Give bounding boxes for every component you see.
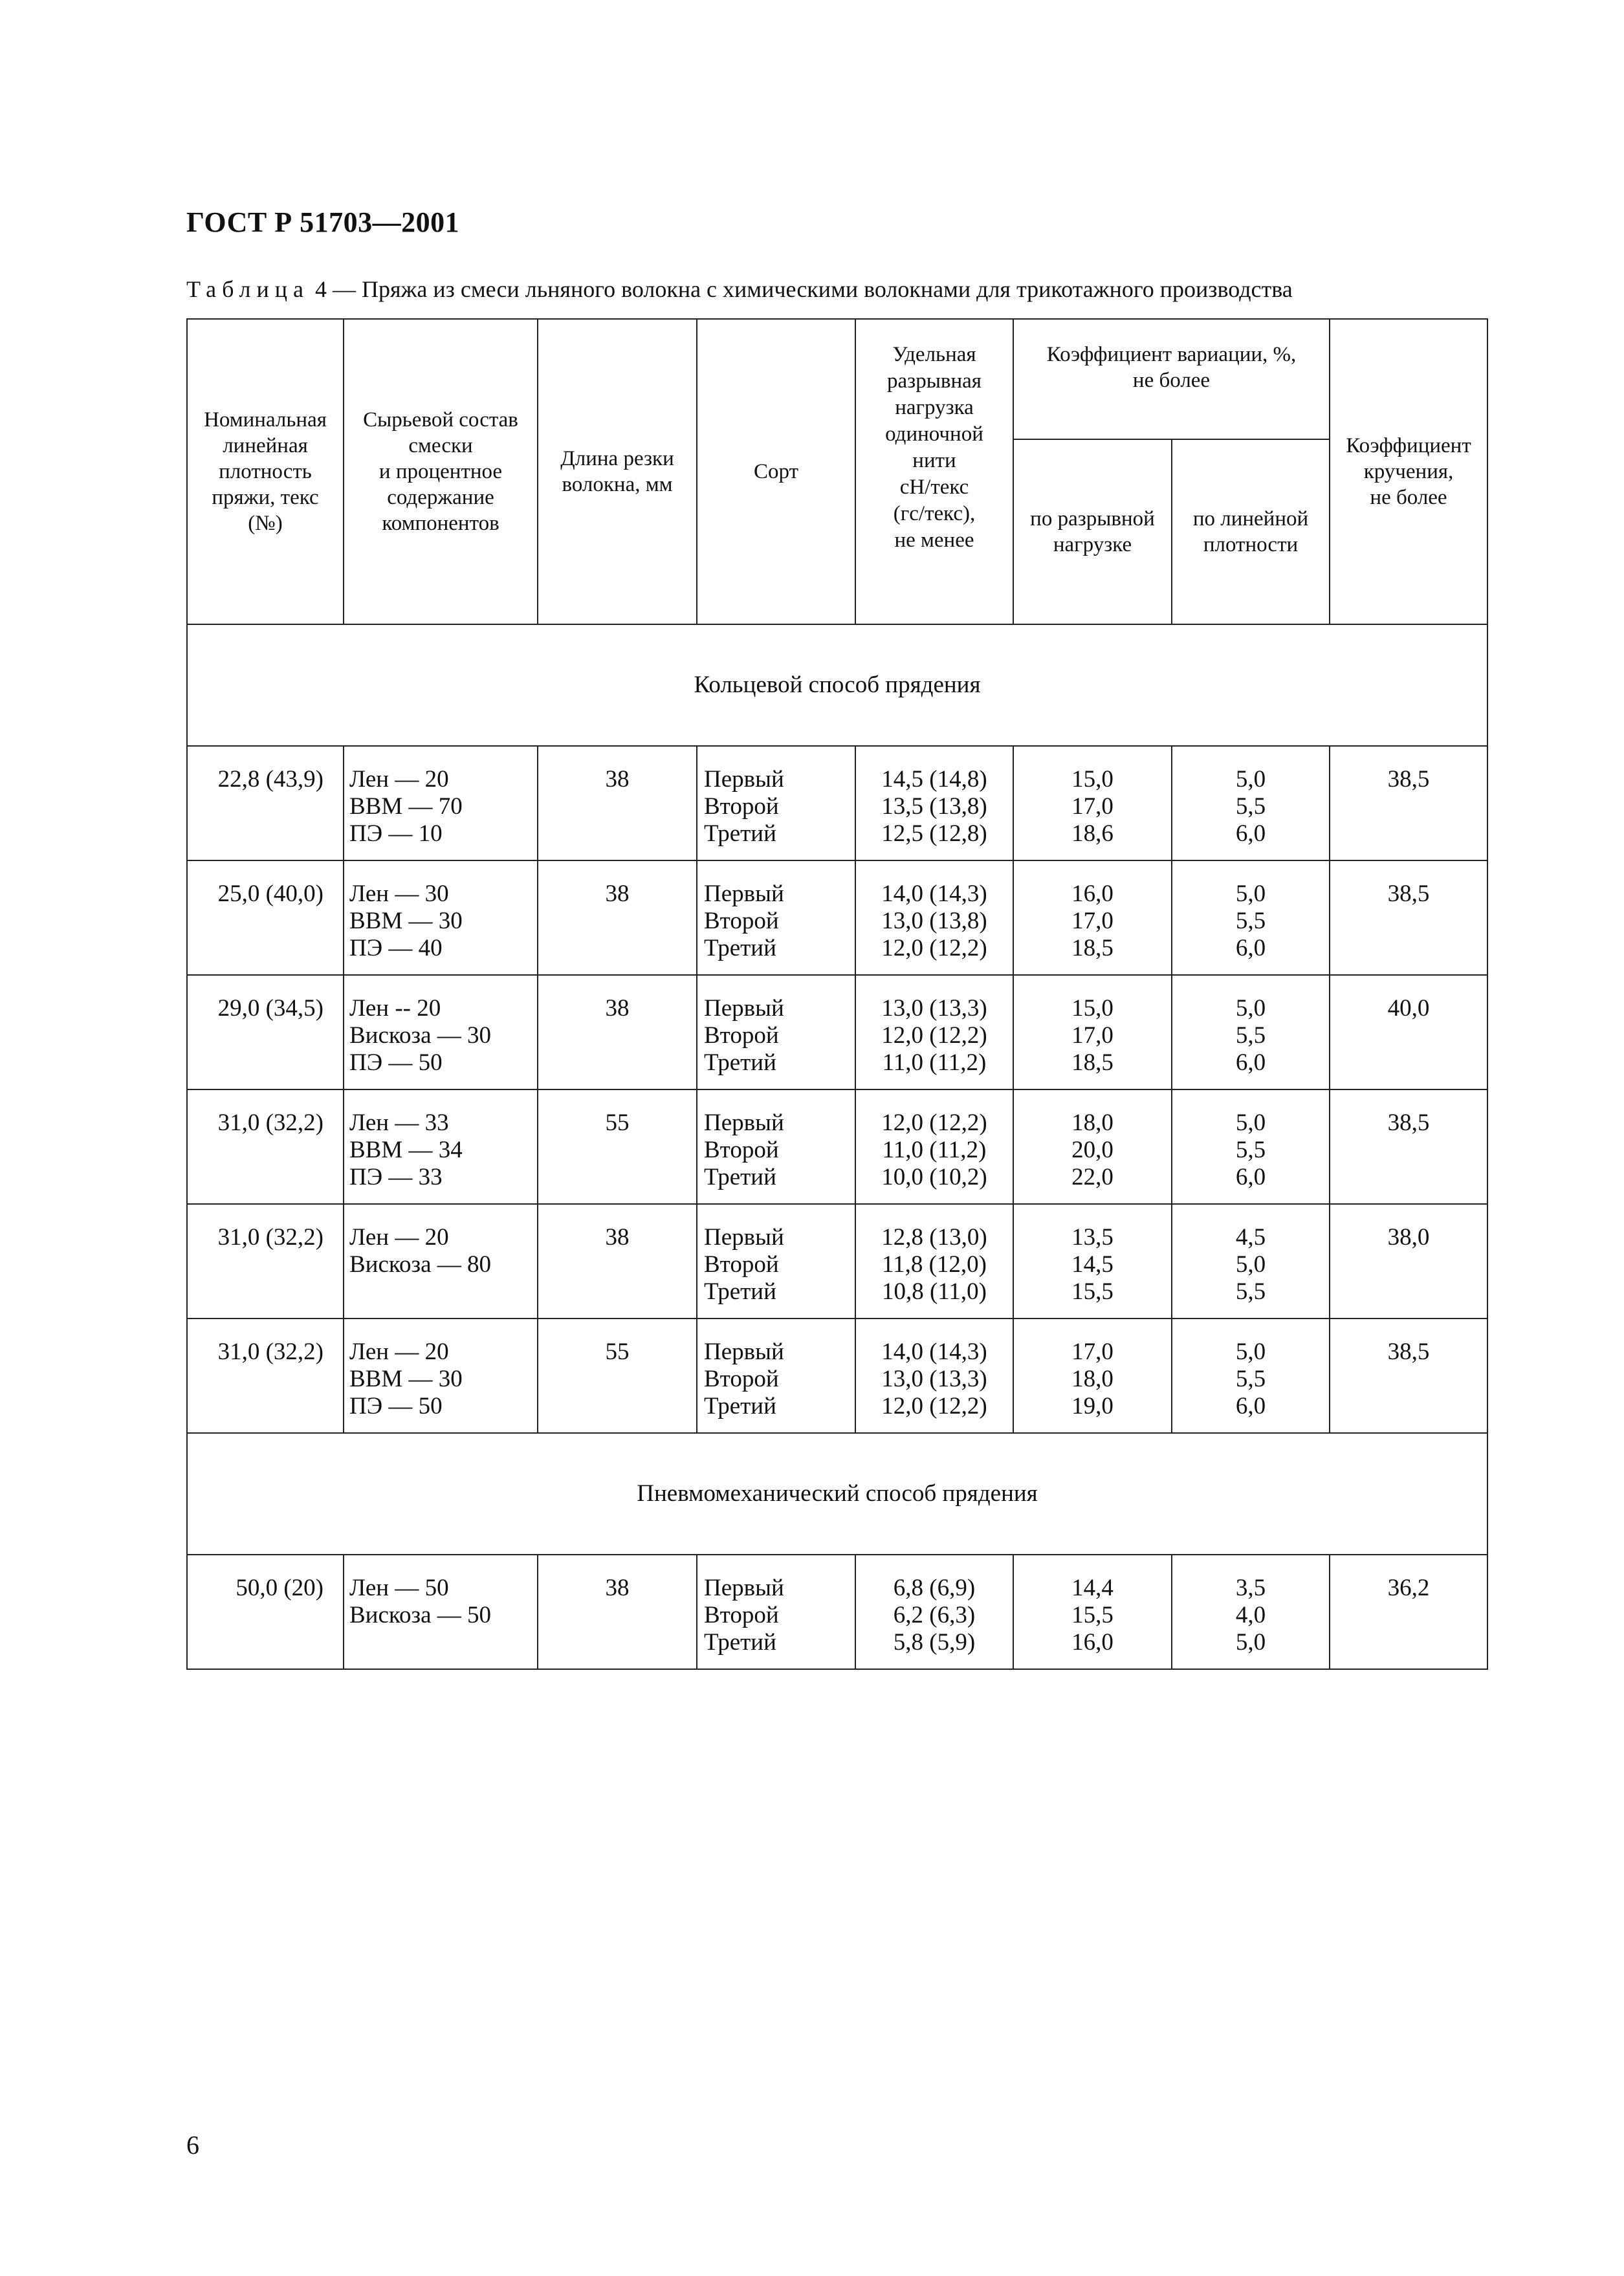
cell-line: 13,0 (13,3) [881, 1366, 987, 1392]
header-twist [1330, 319, 1487, 624]
cell-line: 20,0 [1071, 1137, 1114, 1163]
cell-line: 6,0 [1235, 1049, 1266, 1076]
cell-line: 6,2 (6,3) [893, 1602, 976, 1628]
cell-line: 14,5 [1071, 1251, 1114, 1278]
cell-line: 5,0 [1235, 1110, 1266, 1136]
cell-line: 5,0 [1235, 1339, 1266, 1365]
cell-composition [344, 746, 538, 860]
cell-line: 12,0 (12,2) [881, 1110, 987, 1136]
cell-composition [344, 860, 538, 975]
cell-line: 13,5 (13,8) [881, 793, 987, 820]
header-cut-length [538, 319, 697, 624]
table-caption-number: 4 [314, 276, 327, 302]
cell-density: 22,8 (43,9) [187, 746, 344, 860]
cell-line: 14,4 [1071, 1575, 1114, 1601]
header-line: волокна, мм [562, 473, 673, 496]
cell-line: 16,0 [1071, 881, 1114, 907]
cell-line: 4,0 [1235, 1602, 1266, 1628]
cell-line: Второй [704, 1602, 779, 1628]
cell-line: Лен — 30 [349, 881, 449, 907]
cell-density: 31,0 (32,2) [187, 1089, 344, 1204]
header-line: по разрывной [1030, 507, 1155, 531]
cell-line: 22,0 [1071, 1164, 1114, 1190]
cell-line: 5,5 [1235, 1022, 1266, 1049]
cell-variation-load [1013, 1089, 1172, 1204]
table-row [187, 975, 1487, 1089]
cell-twist: 38,5 [1330, 1319, 1487, 1433]
cell-grade [697, 860, 855, 975]
table-row [187, 1555, 1487, 1669]
cell-line: ВВМ — 30 [349, 1366, 463, 1392]
cell-specific-load [855, 1089, 1013, 1204]
page-number: 6 [186, 2130, 199, 2160]
table-caption-text: — Пряжа из смеси льняного волокна с химическими волокнами для трикотажного производства [332, 276, 1293, 302]
cell-line: ВВМ — 34 [349, 1137, 463, 1163]
cell-line: Лен -- 20 [349, 995, 441, 1022]
header-line: разрывная [887, 369, 982, 393]
header-line: содержание [387, 486, 494, 509]
cell-line: Третий [704, 1164, 776, 1190]
cell-line: 18,0 [1071, 1366, 1114, 1392]
header-line: не более [1370, 486, 1447, 509]
header-line: Длина резки [560, 447, 674, 470]
cell-line: 5,0 [1235, 766, 1266, 793]
cell-line: 5,5 [1235, 793, 1266, 820]
header-line: компонентов [382, 512, 499, 535]
cell-line: Третий [704, 820, 776, 847]
cell-line: 5,5 [1235, 1278, 1266, 1305]
header-line: линейная [223, 434, 308, 457]
section-title: Кольцевой способ прядения [187, 624, 1487, 746]
cell-line: 13,0 (13,8) [881, 908, 987, 934]
cell-line: ПЭ — 40 [349, 935, 443, 961]
cell-specific-load [855, 1204, 1013, 1319]
cell-variation-density [1172, 1089, 1330, 1204]
cell-density: 29,0 (34,5) [187, 975, 344, 1089]
cell-grade [697, 746, 855, 860]
cell-line: Второй [704, 1366, 779, 1392]
cell-line: Лен — 33 [349, 1110, 449, 1136]
cell-grade [697, 1555, 855, 1669]
cell-line: Третий [704, 1278, 776, 1305]
cell-line: 5,0 [1235, 1629, 1266, 1656]
cell-line: Третий [704, 1393, 776, 1419]
section-row [187, 1433, 1487, 1555]
cell-line: Лен — 20 [349, 1339, 449, 1365]
header-variation-density [1172, 439, 1330, 624]
cell-line: Вискоза — 80 [349, 1251, 492, 1278]
cell-cut-length: 38 [538, 1555, 697, 1669]
cell-line: 6,0 [1235, 935, 1266, 961]
yarn-properties-table [186, 318, 1488, 1670]
yarn-table-container [186, 318, 1487, 1670]
cell-line: 5,0 [1235, 881, 1266, 907]
header-nominal-density [187, 319, 344, 624]
cell-line: 6,8 (6,9) [893, 1575, 976, 1601]
cell-line: Первый [704, 1224, 784, 1251]
cell-line: 17,0 [1071, 908, 1114, 934]
header-line: Номинальная [204, 408, 327, 432]
cell-line: 18,6 [1071, 820, 1114, 847]
cell-line: 17,0 [1071, 1022, 1114, 1049]
table-row [187, 860, 1487, 975]
cell-variation-load [1013, 1555, 1172, 1669]
header-grade: Сорт [697, 319, 855, 624]
cell-cut-length: 55 [538, 1089, 697, 1204]
cell-line: Третий [704, 1629, 776, 1656]
cell-line: Второй [704, 908, 779, 934]
table-body [187, 624, 1487, 1669]
cell-line: 14,0 (14,3) [881, 881, 987, 907]
cell-line: Первый [704, 1339, 784, 1365]
cell-line: 5,5 [1235, 908, 1266, 934]
cell-line: 11,8 (12,0) [881, 1251, 987, 1278]
header-line: (№) [248, 512, 283, 535]
cell-composition [344, 975, 538, 1089]
cell-variation-load [1013, 1319, 1172, 1433]
table-row [187, 746, 1487, 860]
header-line: по линейной [1192, 507, 1309, 531]
cell-variation-load [1013, 1204, 1172, 1319]
cell-density: 31,0 (32,2) [187, 1319, 344, 1433]
cell-line: 6,0 [1235, 820, 1266, 847]
cell-line: 12,0 (12,2) [881, 1393, 987, 1419]
header-line: одиночной [885, 422, 983, 446]
cell-composition [344, 1319, 538, 1433]
cell-line: Первый [704, 1110, 784, 1136]
cell-line: 13,0 (13,3) [881, 995, 987, 1022]
cell-line: ВВМ — 30 [349, 908, 463, 934]
cell-line: 10,0 (10,2) [881, 1164, 987, 1190]
cell-grade [697, 1319, 855, 1433]
header-variation-load [1013, 439, 1172, 624]
cell-twist: 40,0 [1330, 975, 1487, 1089]
cell-line: Первый [704, 766, 784, 793]
cell-line: 5,0 [1235, 1251, 1266, 1278]
cell-line: Второй [704, 1022, 779, 1049]
header-line: смески [408, 434, 473, 457]
cell-line: Лен — 20 [349, 766, 449, 793]
cell-cut-length: 55 [538, 1319, 697, 1433]
cell-line: Второй [704, 1251, 779, 1278]
cell-line: 12,0 (12,2) [881, 935, 987, 961]
cell-line: 18,5 [1071, 1049, 1114, 1076]
cell-line: 12,5 (12,8) [881, 820, 987, 847]
cell-grade [697, 1089, 855, 1204]
cell-line: 5,5 [1235, 1366, 1266, 1392]
document-header: ГОСТ Р 51703—2001 [186, 206, 460, 238]
header-line: не менее [894, 529, 974, 552]
cell-line: 15,5 [1071, 1278, 1114, 1305]
cell-specific-load [855, 975, 1013, 1089]
header-line: (гс/текс), [893, 502, 976, 525]
cell-line: 11,0 (11,2) [882, 1049, 987, 1076]
cell-line: 14,0 (14,3) [881, 1339, 987, 1365]
cell-line: 18,5 [1071, 935, 1114, 961]
header-line: Коэффициент [1346, 434, 1471, 457]
table-row [187, 1204, 1487, 1319]
cell-cut-length: 38 [538, 746, 697, 860]
cell-line: Первый [704, 995, 784, 1022]
cell-line: 12,8 (13,0) [881, 1224, 987, 1251]
cell-line: ВВМ — 70 [349, 793, 463, 820]
cell-line: 11,0 (11,2) [882, 1137, 987, 1163]
header-line: пряжи, текс [212, 486, 319, 509]
cell-line: 15,0 [1071, 766, 1114, 793]
cell-line: 19,0 [1071, 1393, 1114, 1419]
cell-line: Третий [704, 1049, 776, 1076]
cell-line: 5,8 (5,9) [893, 1629, 976, 1656]
cell-composition [344, 1204, 538, 1319]
table-row [187, 1089, 1487, 1204]
cell-variation-density [1172, 860, 1330, 975]
cell-line: 12,0 (12,2) [881, 1022, 987, 1049]
header-line: Коэффициент вариации, %, [1046, 343, 1297, 366]
cell-line: Вискоза — 50 [349, 1602, 492, 1628]
cell-variation-density [1172, 975, 1330, 1089]
header-line: плотности [1203, 532, 1299, 556]
cell-specific-load [855, 746, 1013, 860]
cell-variation-load [1013, 746, 1172, 860]
cell-line: 15,0 [1071, 995, 1114, 1022]
cell-specific-load [855, 860, 1013, 975]
header-variation-group [1013, 319, 1330, 439]
cell-line: 10,8 (11,0) [881, 1278, 987, 1305]
header-line: кручения, [1363, 460, 1454, 483]
cell-twist: 38,5 [1330, 860, 1487, 975]
cell-variation-density [1172, 1319, 1330, 1433]
cell-density: 25,0 (40,0) [187, 860, 344, 975]
header-line: нагрузка [895, 396, 974, 419]
cell-line: 17,0 [1071, 793, 1114, 820]
cell-composition [344, 1089, 538, 1204]
cell-line: ПЭ — 50 [349, 1393, 443, 1419]
cell-line: ПЭ — 50 [349, 1049, 443, 1076]
header-line: нагрузке [1053, 532, 1132, 556]
table-row [187, 1319, 1487, 1433]
section-title: Пневмомеханический способ прядения [187, 1433, 1487, 1555]
header-line: Сырьевой состав [363, 408, 518, 432]
cell-line: 14,5 (14,8) [881, 766, 987, 793]
cell-line: Второй [704, 793, 779, 820]
cell-line: 16,0 [1071, 1629, 1114, 1656]
cell-density: 50,0 (20) [187, 1555, 344, 1669]
cell-grade [697, 1204, 855, 1319]
cell-twist: 38,5 [1330, 746, 1487, 860]
header-line: сН/текс [899, 476, 969, 499]
header-line: Удельная [892, 343, 976, 366]
cell-composition [344, 1555, 538, 1669]
cell-line: Лен — 20 [349, 1224, 449, 1251]
table-caption-prefix: Таблица [186, 276, 309, 302]
cell-line: ПЭ — 10 [349, 820, 443, 847]
cell-cut-length: 38 [538, 1204, 697, 1319]
cell-variation-load [1013, 860, 1172, 975]
cell-twist: 38,5 [1330, 1089, 1487, 1204]
header-composition [344, 319, 538, 624]
header-line: нити [912, 449, 956, 472]
cell-line: 6,0 [1235, 1164, 1266, 1190]
cell-density: 31,0 (32,2) [187, 1204, 344, 1319]
header-line: и процентное [379, 460, 503, 483]
cell-line: Третий [704, 935, 776, 961]
cell-specific-load [855, 1319, 1013, 1433]
cell-line: Лен — 50 [349, 1575, 449, 1601]
cell-line: 18,0 [1071, 1110, 1114, 1136]
header-specific-load [855, 319, 1013, 624]
cell-cut-length: 38 [538, 860, 697, 975]
section-row [187, 624, 1487, 746]
cell-line: 13,5 [1071, 1224, 1114, 1251]
table-caption [186, 276, 1487, 303]
cell-line: 17,0 [1071, 1339, 1114, 1365]
cell-twist: 36,2 [1330, 1555, 1487, 1669]
cell-line: ПЭ — 33 [349, 1164, 443, 1190]
header-line: плотность [219, 460, 312, 483]
cell-variation-density [1172, 1204, 1330, 1319]
cell-line: 6,0 [1235, 1393, 1266, 1419]
cell-line: Второй [704, 1137, 779, 1163]
cell-line: Первый [704, 881, 784, 907]
cell-twist: 38,0 [1330, 1204, 1487, 1319]
cell-specific-load [855, 1555, 1013, 1669]
cell-line: 5,5 [1235, 1137, 1266, 1163]
cell-variation-density [1172, 746, 1330, 860]
cell-line: Первый [704, 1575, 784, 1601]
cell-line: 3,5 [1235, 1575, 1266, 1601]
cell-line: 4,5 [1235, 1224, 1266, 1251]
cell-grade [697, 975, 855, 1089]
header-line: не более [1132, 369, 1211, 392]
cell-line: 15,5 [1071, 1602, 1114, 1628]
cell-line: 5,0 [1235, 995, 1266, 1022]
cell-variation-load [1013, 975, 1172, 1089]
cell-line: Вискоза — 30 [349, 1022, 492, 1049]
cell-variation-density [1172, 1555, 1330, 1669]
cell-cut-length: 38 [538, 975, 697, 1089]
